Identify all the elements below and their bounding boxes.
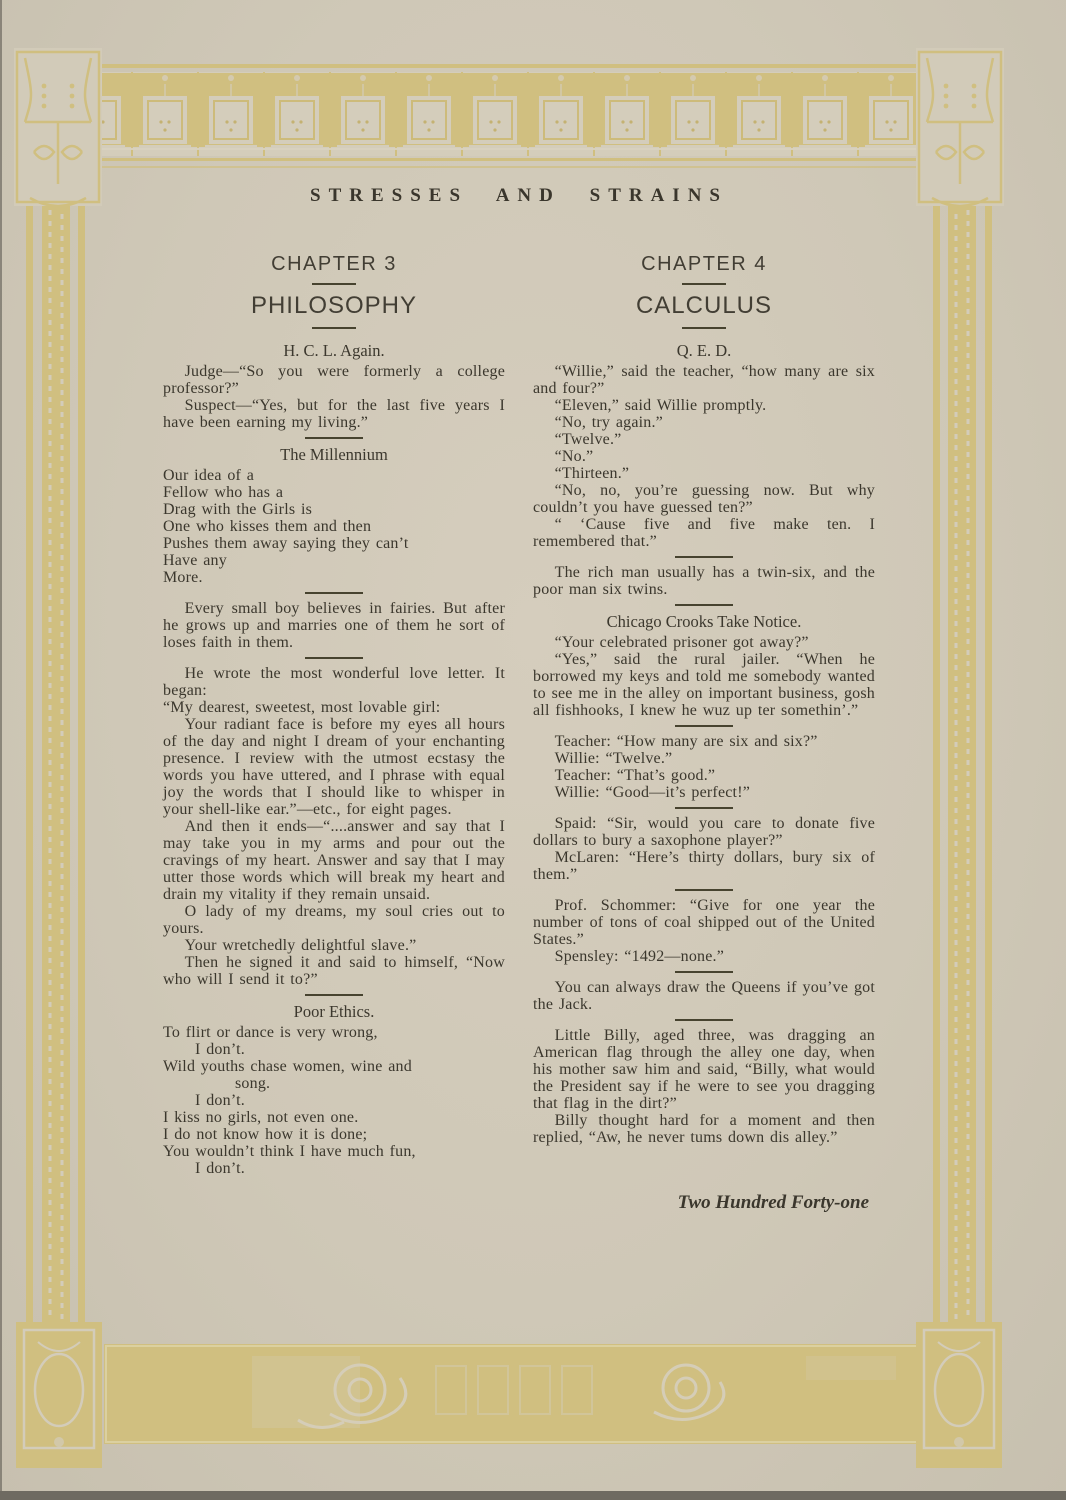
paragraph: Your radiant face is before my eyes all hours of the day and night I dream of your enchanting presence. I review with the utmost ecstasy the words you have uttered, and I phrase with equal joy the words that I should like to whisper in your shell-like ear.”—etc., for eight pages. [163, 716, 505, 818]
divider-rule [312, 283, 356, 285]
right-column-sections [533, 341, 875, 1146]
paragraph: O lady of my dreams, my soul cries out to yours. [163, 903, 505, 937]
verse-line: I kiss no girls, not even one. [163, 1109, 359, 1126]
left-column-sections [163, 341, 505, 1177]
verse-line: Wild youths chase women, wine and [163, 1058, 412, 1075]
bottom-band-ornament [104, 1344, 960, 1444]
paragraph: And then it ends—“....answer and say that I may take you in my arms and pour out the cravings of my heart. Answer and say that I may utter those words which will break my heart and drain my vitality if they remain unsaid. [163, 818, 505, 903]
paragraph: The rich man usually has a twin-six, and the poor man six twins. [533, 564, 875, 598]
paragraph: Teacher: “That’s good.” [554, 767, 716, 784]
left-column [163, 253, 505, 1178]
verse-line: One who kisses them and then [163, 518, 372, 535]
paragraph: Every small boy believes in fairies. But after he grows up and marries one of them he sort of loses faith in them. [163, 600, 505, 651]
section-divider-rule [675, 889, 733, 891]
top-frieze-ornament [92, 64, 954, 168]
chapter-title: PHILOSOPHY [250, 292, 418, 319]
section-divider-rule [305, 994, 363, 996]
right-column [533, 253, 875, 1178]
section-divider-rule [305, 657, 363, 659]
verse-line: Fellow who has a [163, 484, 284, 501]
verse-line: You wouldn’t think I have much fun, [163, 1143, 416, 1160]
page-number: Two Hundred Forty-one [677, 1192, 869, 1213]
paragraph: Spensley: “1492—none.” [554, 948, 725, 965]
text-columns [163, 253, 875, 1178]
section-divider-rule [675, 604, 733, 606]
section-divider-rule [675, 556, 733, 558]
verse-line: To flirt or dance is very wrong, [163, 1024, 378, 1041]
paragraph: Little Billy, aged three, was dragging an American flag through the alley one day, when his mother saw him and said, “Billy, what would the President say if he were to see you dragging that flag in the dirt?” [533, 1027, 875, 1112]
section-divider-rule [305, 437, 363, 439]
scan-edge-left [0, 0, 2, 1500]
right-pillar-ornament [916, 48, 1004, 1468]
paragraph: Your wretchedly delightful slave.” [184, 937, 417, 954]
section-heading: Q. E. D. [676, 341, 732, 360]
paragraph: “No, no, you’re guessing now. But why couldn’t you have guessed ten?” [533, 482, 875, 516]
chapter-label: CHAPTER 3 [271, 253, 397, 275]
verse-line: Our idea of a [163, 467, 255, 484]
section-divider-rule [675, 971, 733, 973]
scan-edge-bottom [0, 1491, 1066, 1500]
verse [163, 1024, 505, 1177]
paragraph: “Twelve.” [554, 431, 622, 448]
paragraph: Suspect—“Yes, but for the last five years I have been earning my living.” [163, 397, 505, 431]
paragraph: Teacher: “How many are six and six?” [554, 733, 818, 750]
paragraph: Willie: “Twelve.” [554, 750, 673, 767]
section-heading: The Millennium [280, 445, 388, 464]
chapter-label: CHAPTER 4 [641, 253, 767, 275]
page-content [163, 185, 875, 1214]
divider-rule [312, 327, 356, 329]
paragraph: Judge—“So you were formerly a college professor?” [163, 363, 505, 397]
section-heading: Chicago Crooks Take Notice. [606, 612, 802, 631]
left-pillar-ornament [14, 48, 102, 1468]
paragraph: Then he signed it and said to himself, “Now who will I send it to?” [163, 954, 505, 988]
section-heading: H. C. L. Again. [283, 341, 385, 360]
paragraph: “Willie,” said the teacher, “how many are six and four?” [533, 363, 875, 397]
verse-line: I do not know how it is done; [163, 1126, 368, 1143]
chapter-title: CALCULUS [635, 292, 773, 319]
divider-rule [682, 283, 726, 285]
paragraph: “No.” [554, 448, 594, 465]
verse-line: I don’t. [195, 1092, 245, 1109]
left-chapter-head [163, 253, 505, 329]
paragraph: “Eleven,” said Willie promptly. [554, 397, 767, 414]
verse-line: Pushes them away saying they can’t [163, 535, 409, 552]
section-divider-rule [675, 725, 733, 727]
paragraph: “No, try again.” [554, 414, 663, 431]
running-head-title: STRESSES AND STRAINS [310, 185, 728, 206]
divider-rule [682, 327, 726, 329]
verse-line: song. [235, 1075, 271, 1092]
paragraph: “My dearest, sweetest, most lovable girl: [163, 699, 441, 716]
paragraph: You can always draw the Queens if you’ve got the Jack. [533, 979, 875, 1013]
verse-line: Have any [163, 552, 227, 569]
paragraph: “Yes,” said the rural jailer. “When he borrowed my keys and told me somebody wanted to see me in the alley on important business, gosh all fishhooks, I knew he wuz up ter somethin’.” [533, 651, 875, 719]
paragraph: Spaid: “Sir, would you care to donate five dollars to bury a saxophone player?” [533, 815, 875, 849]
paragraph: McLaren: “Here’s thirty dollars, bury six of them.” [533, 849, 875, 883]
section-heading: Poor Ethics. [293, 1002, 375, 1021]
paragraph: Prof. Schommer: “Give for one year the number of tons of coal shipped out of the United States.” [533, 897, 875, 948]
section-divider-rule [675, 807, 733, 809]
paragraph: Billy thought hard for a moment and then replied, “Aw, he never tums down dis alley.” [533, 1112, 875, 1146]
verse-line: Drag with the Girls is [163, 501, 313, 518]
paragraph: Willie: “Good—it’s perfect!” [554, 784, 751, 801]
section-divider-rule [675, 1019, 733, 1021]
right-chapter-head [533, 253, 875, 329]
verse-line: I don’t. [195, 1160, 245, 1177]
verse-line: I don’t. [195, 1041, 245, 1058]
paragraph: “Thirteen.” [554, 465, 630, 482]
paragraph: “Your celebrated prisoner got away?” [554, 634, 809, 651]
verse [163, 467, 505, 586]
paragraph: “ ‘Cause five and five make ten. I remembered that.” [533, 516, 875, 550]
paragraph: He wrote the most wonderful love letter. It began: [163, 665, 505, 699]
section-divider-rule [305, 592, 363, 594]
verse-line: More. [163, 569, 203, 586]
